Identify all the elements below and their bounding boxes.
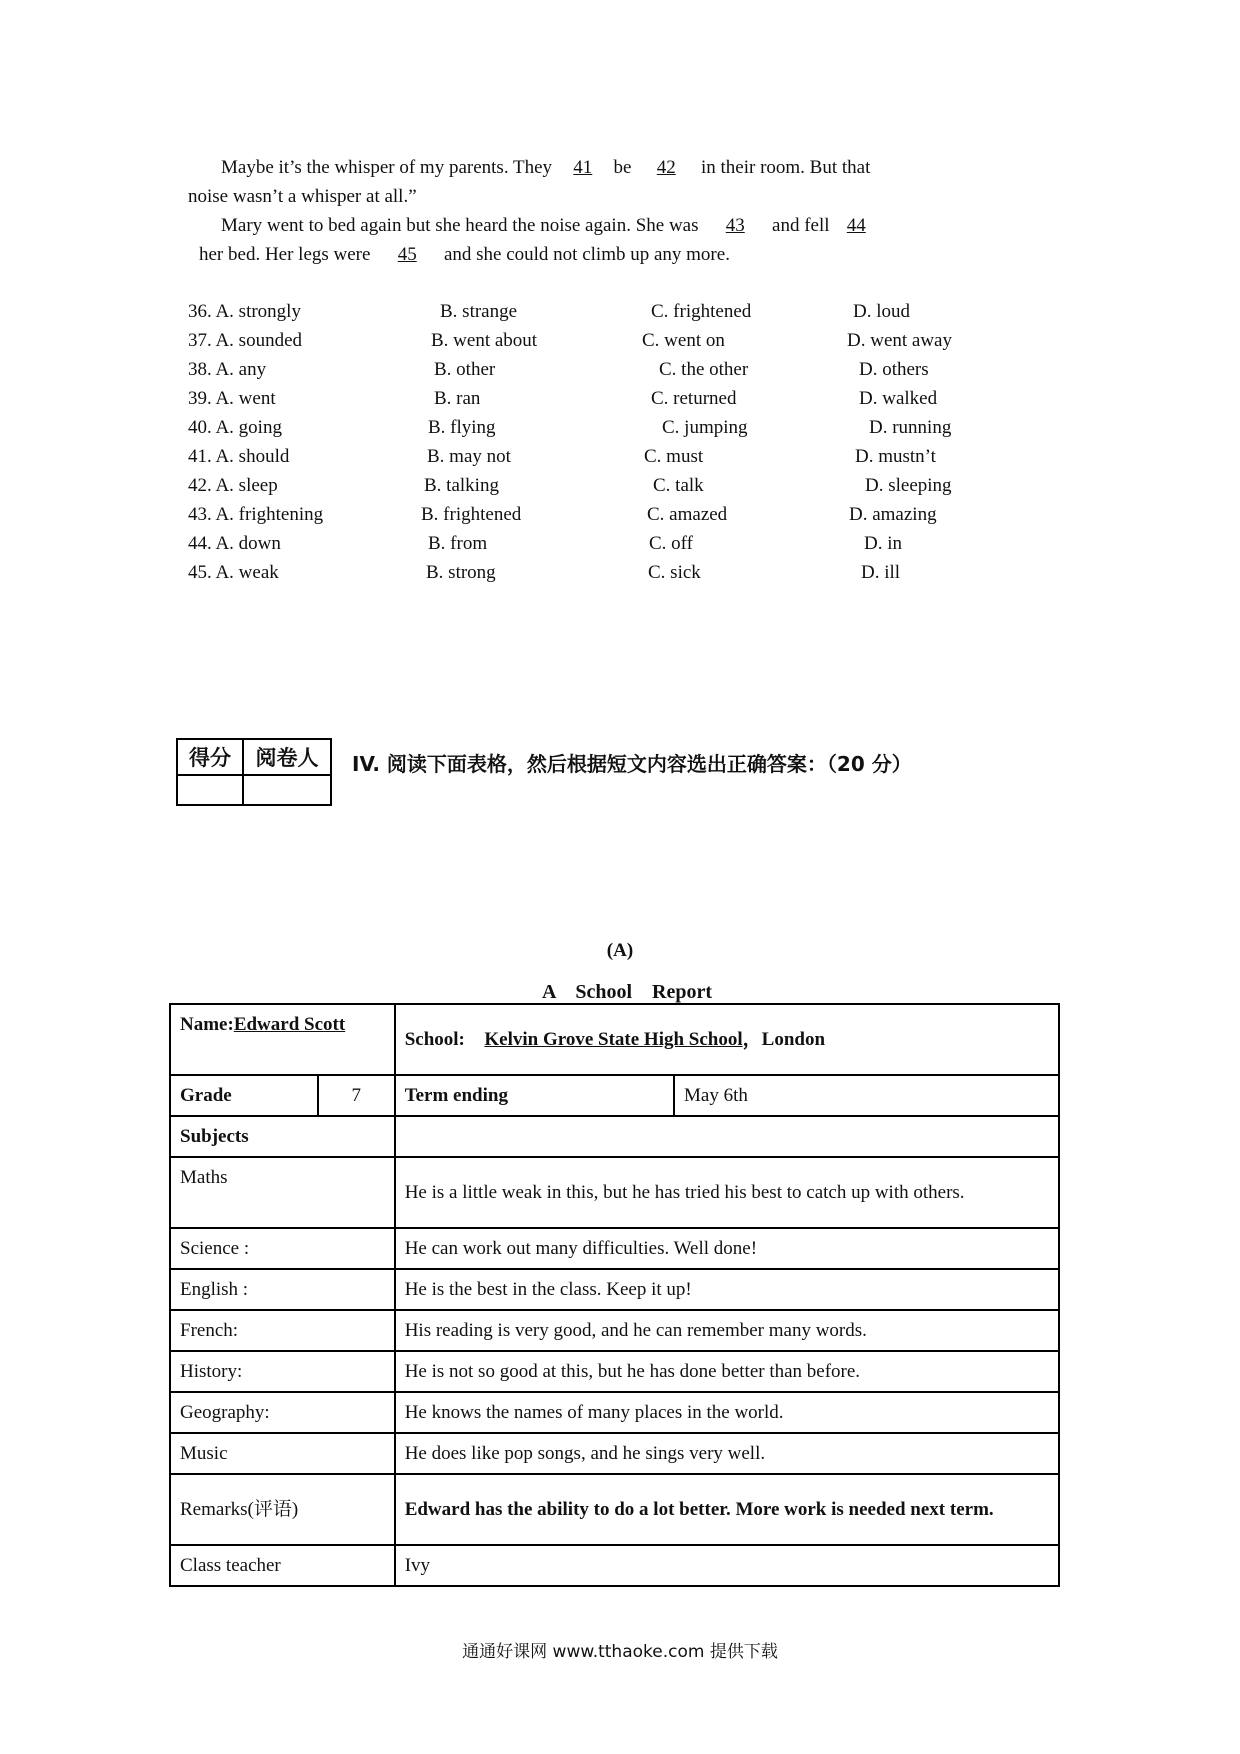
- subject-name: English :: [170, 1269, 395, 1310]
- grade-label: Grade: [170, 1075, 318, 1116]
- option-d: D. mustn’t: [855, 446, 936, 467]
- option-c: C. must: [644, 446, 704, 467]
- table-row: [170, 1310, 1059, 1351]
- table-row: [170, 1075, 1059, 1116]
- option-d: D. amazing: [849, 504, 937, 525]
- option-c: C. went on: [642, 330, 725, 351]
- subject-comment: He is not so good at this, but he has done better than before.: [395, 1351, 1059, 1392]
- option-b: B. flying: [428, 417, 496, 438]
- subject-name: Science :: [170, 1228, 395, 1269]
- name-label: Name:: [180, 1014, 234, 1035]
- passage-line: [188, 211, 1060, 240]
- option-d: D. ill: [861, 562, 901, 583]
- option-b: B. from: [428, 533, 488, 554]
- option-d: D. went away: [847, 330, 952, 351]
- term-label: Term ending: [395, 1075, 674, 1116]
- option-b: B. ran: [434, 388, 481, 409]
- passage-text: and fell: [767, 215, 835, 236]
- option-b: B. talking: [424, 475, 499, 496]
- option-row-42: [188, 475, 1088, 504]
- table-row: [170, 1433, 1059, 1474]
- option-row-38: [188, 359, 1088, 388]
- remarks-value: Edward has the ability to do a lot better. More work is needed next term.: [395, 1474, 1059, 1545]
- section-title: IV. 阅读下面表格，然后根据短文内容选出正确答案：（20 分）: [352, 752, 912, 776]
- table-row: [170, 1116, 1059, 1157]
- table-row: [170, 1157, 1059, 1228]
- teacher-value: Ivy: [395, 1545, 1059, 1586]
- option-row-45: [188, 562, 1088, 591]
- option-d: D. running: [869, 417, 952, 438]
- subject-comment: He is a little weak in this, but he has tried his best to catch up with others.: [395, 1157, 1059, 1228]
- subject-name: History:: [170, 1351, 395, 1392]
- option-c: C. the other: [659, 359, 749, 380]
- option-d: D. others: [859, 359, 929, 380]
- passage-text: in their room. But that: [696, 157, 871, 178]
- score-box: [176, 738, 332, 806]
- option-row-39: [188, 388, 1088, 417]
- school-cell: [395, 1004, 1059, 1075]
- passage-text: Mary went to bed again but she heard the noise again. She was: [221, 215, 704, 236]
- option-b: B. strange: [440, 301, 518, 322]
- term-value: May 6th: [674, 1075, 1059, 1116]
- report-title: A School Report: [542, 981, 712, 1003]
- option-a: 41. A. should: [188, 446, 290, 467]
- option-c: C. returned: [651, 388, 737, 409]
- table-row: [170, 1269, 1059, 1310]
- option-c: C. sick: [648, 562, 701, 583]
- option-b: B. may not: [427, 446, 511, 467]
- table-row: [170, 1004, 1059, 1075]
- passage-text: and she could not climb up any more.: [439, 244, 730, 265]
- subjects-header-empty: [395, 1116, 1059, 1157]
- passage-paragraph-2: [188, 211, 1060, 269]
- option-d: D. sleeping: [865, 475, 952, 496]
- option-b: B. frightened: [421, 504, 522, 525]
- option-a: 39. A. went: [188, 388, 276, 409]
- option-row-44: [188, 533, 1088, 562]
- option-c: C. amazed: [647, 504, 728, 525]
- option-a: 42. A. sleep: [188, 475, 278, 496]
- score-cell[interactable]: [177, 775, 243, 805]
- footer-text: 通通好课网 www.tthaoke.com 提供下载: [462, 1642, 778, 1662]
- subject-name: Maths: [170, 1157, 395, 1228]
- option-d: D. in: [864, 533, 902, 554]
- passage-text: be: [608, 157, 637, 178]
- blank-43: 43: [725, 215, 745, 236]
- subject-comment: He is the best in the class. Keep it up!: [395, 1269, 1059, 1310]
- subjects-header: Subjects: [170, 1116, 395, 1157]
- school-label: School:: [404, 1029, 475, 1050]
- grade-value: 7: [318, 1075, 395, 1116]
- option-a: 44. A. down: [188, 533, 281, 554]
- passage-text: Maybe it’s the whisper of my parents. They: [221, 157, 557, 178]
- grader-label: 阅卷人: [243, 739, 331, 775]
- table-row: [170, 1545, 1059, 1586]
- grader-cell[interactable]: [243, 775, 331, 805]
- table-row: [170, 1228, 1059, 1269]
- remarks-label: Remarks(评语): [170, 1474, 395, 1545]
- subject-comment: His reading is very good, and he can remember many words.: [395, 1310, 1059, 1351]
- option-row-36: [188, 301, 1088, 330]
- option-c: C. talk: [653, 475, 704, 496]
- option-a: 43. A. frightening: [188, 504, 324, 525]
- part-label: (A): [606, 940, 634, 961]
- name-cell: [170, 1004, 395, 1075]
- subject-name: French:: [170, 1310, 395, 1351]
- table-row: [170, 1474, 1059, 1545]
- blank-45: 45: [397, 244, 417, 265]
- passage-paragraph-1: [188, 153, 1060, 211]
- blank-44: 44: [846, 215, 866, 236]
- passage-line: noise wasn’t a whisper at all.”: [188, 186, 417, 207]
- option-row-41: [188, 446, 1088, 475]
- teacher-label: Class teacher: [170, 1545, 395, 1586]
- subject-comment: He does like pop songs, and he sings very well.: [395, 1433, 1059, 1474]
- option-a: 37. A. sounded: [188, 330, 302, 351]
- subject-name: Geography:: [170, 1392, 395, 1433]
- passage-line: [188, 153, 1060, 182]
- option-d: D. loud: [853, 301, 910, 322]
- subject-comment: He knows the names of many places in the world.: [395, 1392, 1059, 1433]
- passage-text: her bed. Her legs were: [199, 244, 376, 265]
- option-d: D. walked: [859, 388, 938, 409]
- school-city: ，London: [742, 1029, 826, 1050]
- option-c: C. frightened: [651, 301, 752, 322]
- table-row: [170, 1351, 1059, 1392]
- blank-42: 42: [656, 157, 676, 178]
- option-b: B. went about: [431, 330, 538, 351]
- passage-line: [188, 240, 1060, 269]
- option-row-43: [188, 504, 1088, 533]
- subject-name: Music: [170, 1433, 395, 1474]
- option-a: 38. A. any: [188, 359, 267, 380]
- score-label: 得分: [177, 739, 243, 775]
- school-report-table: [169, 1003, 1060, 1587]
- option-b: B. other: [434, 359, 496, 380]
- option-row-40: [188, 417, 1088, 446]
- option-b: B. strong: [426, 562, 496, 583]
- table-row: [170, 1392, 1059, 1433]
- blank-41: 41: [573, 157, 593, 178]
- option-c: C. off: [649, 533, 693, 554]
- school-value: Kelvin Grove State High School: [484, 1029, 743, 1050]
- option-a: 40. A. going: [188, 417, 282, 438]
- subject-comment: He can work out many difficulties. Well done!: [395, 1228, 1059, 1269]
- option-c: C. jumping: [662, 417, 748, 438]
- option-a: 45. A. weak: [188, 562, 279, 583]
- name-value: Edward Scott: [233, 1014, 346, 1035]
- option-row-37: [188, 330, 1088, 359]
- option-a: 36. A. strongly: [188, 301, 301, 322]
